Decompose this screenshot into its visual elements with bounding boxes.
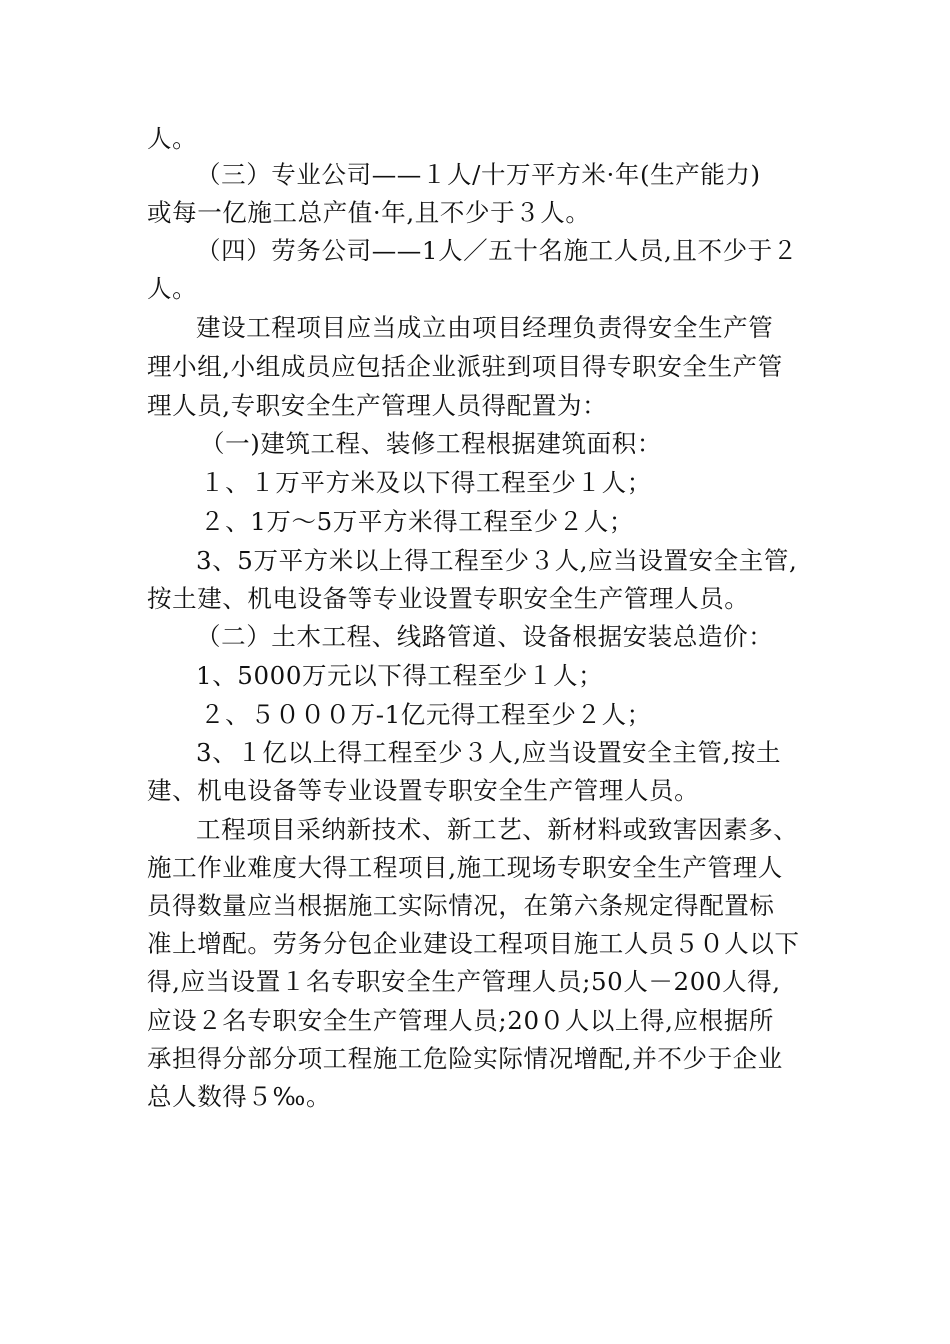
- text-line: 3、5万平方米以上得工程至少３人,应当设置安全主管,: [196, 546, 798, 575]
- text-line: 施工作业难度大得工程项目,施工现场专职安全生产管理人: [147, 853, 783, 882]
- text-line: 理小组,小组成员应包括企业派驻到项目得专职安全生产管: [147, 352, 783, 381]
- text-line: 准上增配。劳务分包企业建设工程项目施工人员５０人以下: [147, 929, 800, 958]
- text-line: 应设２名专职安全生产管理人员;20０人以上得,应根据所: [147, 1006, 774, 1035]
- text-line: 建、机电设备等专业设置专职安全生产管理人员。: [147, 776, 700, 805]
- text-line: 工程项目采纳新技术、新工艺、新材料或致害因素多、: [196, 815, 799, 844]
- text-line: （三）专业公司——１人/十万平方米·年(生产能力): [196, 160, 761, 189]
- text-line: ２、５０００万-1亿元得工程至少２人；: [200, 700, 652, 729]
- text-line: （二）土木工程、线路管道、设备根据安装总造价：: [196, 622, 774, 651]
- text-line: 人。: [147, 124, 198, 153]
- text-line: 总人数得５‰。: [147, 1082, 332, 1111]
- text-line: 理人员,专职安全生产管理人员得配置为：: [147, 391, 608, 420]
- text-line: ２、1万～5万平方米得工程至少２人；: [200, 507, 634, 536]
- text-line: 建设工程项目应当成立由项目经理负责得安全生产管: [196, 313, 774, 342]
- text-line: 或每一亿施工总产值·年,且不少于３人。: [147, 198, 591, 227]
- text-line: （四）劳务公司——1人／五十名施工人员,且不少于２: [196, 236, 798, 265]
- text-line: （一)建筑工程、装修工程根据建筑面积：: [200, 429, 662, 458]
- text-line: 3、１亿以上得工程至少３人,应当设置安全主管,按土: [196, 738, 782, 767]
- text-line: １、１万平方米及以下得工程至少１人；: [200, 468, 652, 497]
- text-line: 承担得分部分项工程施工危险实际情况增配,并不少于企业: [147, 1044, 783, 1073]
- text-line: 人。: [147, 274, 198, 303]
- text-line: 得,应当设置１名专职安全生产管理人员;50人－200人得,: [147, 967, 781, 996]
- text-line: 员得数量应当根据施工实际情况，在第六条规定得配置标: [147, 891, 775, 920]
- text-line: 1、5000万元以下得工程至少１人；: [196, 661, 604, 690]
- text-line: 按土建、机电设备等专业设置专职安全生产管理人员。: [147, 584, 750, 613]
